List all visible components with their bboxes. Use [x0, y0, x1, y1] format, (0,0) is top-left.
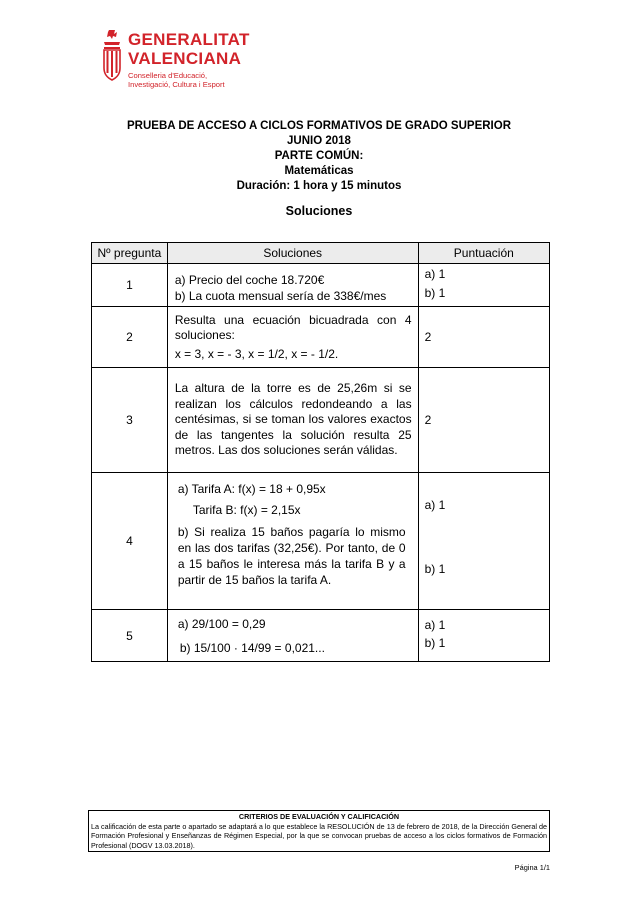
header-score: Puntuación [418, 243, 549, 264]
criteria-body: La calificación de esta parte o apartado se adaptará a lo que establece la RESOLUCIÓN de 13 de febrero de 2018, de la Dirección General de Formación Profesional y Enseñanzas de Régimen Especial, por la que se convocan pruebas de acceso a los ciclos formativos de Formación Profesional (DOGV 13.03.2018). [91, 821, 547, 850]
table-row [92, 610, 550, 662]
solution-line: a) Precio del coche 18.720€ [174, 273, 325, 287]
exam-header [0, 119, 638, 194]
solution-line: x = 3, x = - 3, x = 1/2, x = - 1/2. [174, 347, 339, 361]
table-row [92, 307, 550, 368]
score-line: a) 1 [424, 498, 446, 512]
solution-line: a) Tarifa A: f(x) = 18 + 0,95x [177, 482, 326, 496]
table-header-row [92, 243, 550, 264]
score-line: b) 1 [424, 286, 446, 300]
table-row [92, 368, 550, 473]
exam-part: PARTE COMÚN: [274, 150, 364, 162]
question-number: 4 [92, 473, 168, 610]
coat-of-arms-icon [100, 28, 124, 88]
exam-date: JUNIO 2018 [287, 135, 351, 147]
solution-cell [167, 368, 418, 473]
score-cell [418, 610, 549, 662]
score-line: a) 1 [424, 618, 446, 632]
exam-title: PRUEBA DE ACCESO A CICLOS FORMATIVOS DE GRADO SUPERIOR [127, 120, 511, 132]
header-question: Nº pregunta [92, 243, 168, 264]
header-solutions: Soluciones [167, 243, 418, 264]
logo-line-1: GENERALITAT [128, 30, 250, 49]
solution-line: b) La cuota mensual sería de 338€/mes [174, 289, 387, 303]
table-row [92, 473, 550, 610]
score-cell [418, 264, 549, 307]
table-row [92, 264, 550, 307]
score-cell [418, 473, 549, 610]
criteria-title: CRITERIOS DE EVALUACIÓN Y CALIFICACIÓN [238, 812, 400, 821]
solution-line: La altura de la torre es de 25,26m si se realizan los cálculos redondeando a las centésimas, si se toman los valores exactos de las tangentes la solución resulta 25 metros. Las dos soluciones serán válidas. [174, 381, 412, 458]
score-line: b) 1 [424, 562, 446, 576]
solution-cell [167, 264, 418, 307]
logo-line-2: VALENCIANA [128, 49, 242, 68]
score-cell: 2 [418, 368, 549, 473]
solution-line: Tarifa B: f(x) = 2,15x [192, 503, 301, 517]
question-number: 5 [92, 610, 168, 662]
solution-line: Resulta una ecuación bicuadrada con 4 soluciones: [174, 313, 412, 342]
solution-cell [167, 610, 418, 662]
question-number: 1 [92, 264, 168, 307]
exam-subject: Matemáticas [284, 165, 354, 177]
question-number: 3 [92, 368, 168, 473]
score-line: a) 1 [424, 267, 446, 281]
question-number: 2 [92, 307, 168, 368]
solution-cell [167, 473, 418, 610]
generalitat-logo [100, 28, 250, 92]
score-line: b) 1 [424, 636, 446, 650]
solution-line: a) 29/100 = 0,29 [177, 617, 266, 631]
logo-sub-2: Investigació, Cultura i Esport [128, 80, 225, 89]
exam-duration: Duración: 1 hora y 15 minutos [236, 180, 402, 192]
solution-line: b) 15/100 · 14/99 = 0,021... [179, 641, 325, 655]
page-number: Página 1/1 [514, 863, 550, 872]
solutions-title: Soluciones [285, 204, 353, 218]
solution-cell [167, 307, 418, 368]
logo-sub-1: Conselleria d'Educació, [128, 71, 208, 80]
evaluation-criteria-box [88, 810, 550, 852]
solutions-table [91, 242, 550, 662]
score-cell: 2 [418, 307, 549, 368]
solution-line: b) Si realiza 15 baños pagaría lo mismo en las dos tarifas (32,25€). Por tanto, de 0 a 15 baños le interesa más la tarifa B y a partir de 15 baños la tarifa A. [177, 525, 406, 587]
